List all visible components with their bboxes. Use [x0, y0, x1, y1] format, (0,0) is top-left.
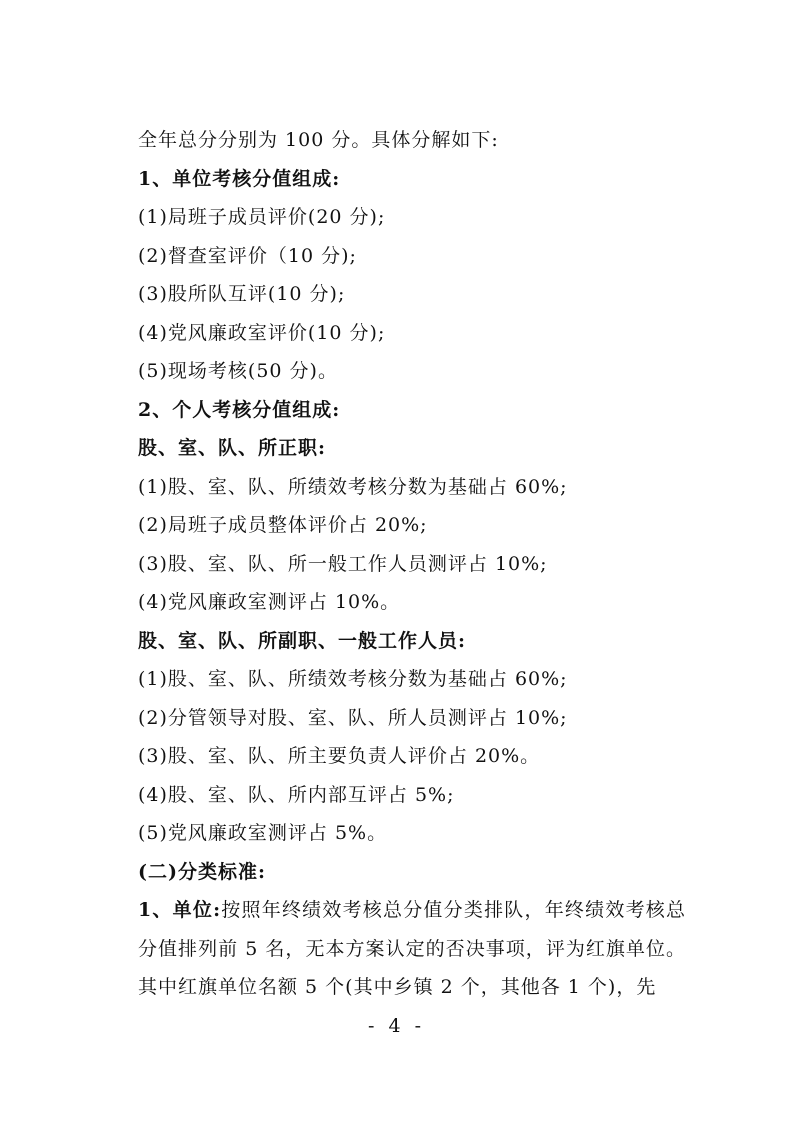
- body-paragraph: [138, 891, 686, 1007]
- list-item: (1)股、室、队、所绩效考核分数为基础占 60%;: [138, 476, 568, 498]
- paragraph-lead: 1、单位:: [138, 899, 222, 921]
- list-item: (1)股、室、队、所绩效考核分数为基础占 60%;: [138, 668, 568, 690]
- list-item: (2)督查室评价（10 分);: [138, 245, 357, 267]
- list-item: (5)现场考核(50 分)。: [138, 360, 338, 382]
- list-item: (3)股、室、队、所主要负责人评价占 20%。: [138, 745, 541, 767]
- list-item: (4)党风廉政室评价(10 分);: [138, 322, 386, 344]
- page-number: - 4 -: [367, 1015, 425, 1037]
- list-item: (2)分管领导对股、室、队、所人员测评占 10%;: [138, 707, 568, 729]
- list-item: (1)局班子成员评价(20 分);: [138, 206, 386, 228]
- subsection-heading: 股、室、队、所副职、一般工作人员:: [138, 630, 467, 652]
- section-heading: 1、单位考核分值组成:: [138, 168, 341, 190]
- paragraph-body: 按照年终绩效考核总分值分类排队，年终绩效考核总分值排列前 5 名，无本方案认定的否决事项，评为红旗单位。其中红旗单位名额 5 个(其中乡镇 2 个，其他各 1 个)，先: [138, 899, 686, 998]
- list-item: (5)党风廉政室测评占 5%。: [138, 822, 388, 844]
- list-item: (3)股所队互评(10 分);: [138, 283, 346, 305]
- list-item: (4)股、室、队、所内部互评占 5%;: [138, 784, 455, 806]
- section-heading: 2、个人考核分值组成:: [138, 399, 341, 421]
- list-item: (3)股、室、队、所一般工作人员测评占 10%;: [138, 553, 548, 575]
- list-item: (4)党风廉政室测评占 10%。: [138, 591, 401, 613]
- text-line: 全年总分分别为 100 分。具体分解如下:: [138, 129, 499, 151]
- section-heading: (二)分类标准:: [138, 861, 266, 883]
- list-item: (2)局班子成员整体评价占 20%;: [138, 514, 428, 536]
- subsection-heading: 股、室、队、所正职:: [138, 437, 327, 459]
